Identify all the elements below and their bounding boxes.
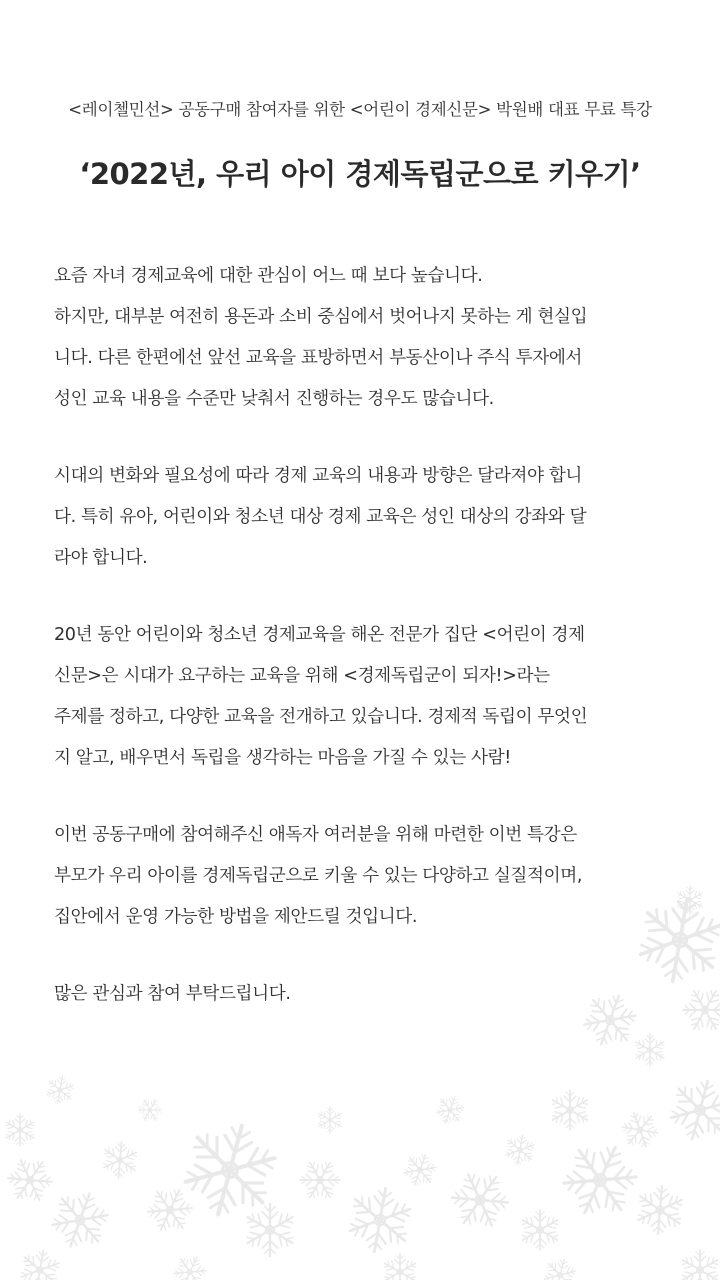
snowflake-icon bbox=[0, 1149, 61, 1211]
snowflake-icon bbox=[663, 1073, 720, 1147]
snowflake-icon bbox=[317, 1107, 343, 1133]
paragraph-2 bbox=[54, 456, 670, 579]
snowflake-icon bbox=[4, 1114, 37, 1146]
paragraph-3 bbox=[54, 615, 670, 779]
snowflake-icon bbox=[44, 1184, 117, 1256]
text-line: 니다. 다른 한편에선 앞선 교육을 표방하면서 부동산이나 주식 투자에서 bbox=[54, 348, 583, 368]
text-line: 신문>은 시대가 요구하는 교육을 위해 <경제독립군이 되자!>라는 bbox=[54, 666, 550, 686]
snowflake-icon bbox=[520, 1210, 561, 1250]
paragraph-1 bbox=[54, 256, 670, 420]
snowflake-icon bbox=[680, 1250, 720, 1280]
snowflake-icon bbox=[676, 886, 704, 914]
text-line: 20년 동안 어린이와 청소년 경제교육을 해온 전문가 집단 <어린이 경제 bbox=[54, 625, 585, 645]
snowflake-icon bbox=[100, 1140, 140, 1179]
snowflake-icon bbox=[382, 1254, 419, 1280]
snowflake-icon bbox=[140, 1181, 199, 1240]
snowflake-icon bbox=[17, 1247, 64, 1280]
text-line: 집안에서 운영 가능한 방법을 제안드릴 것입니다. bbox=[54, 907, 418, 927]
snowflake-icon bbox=[44, 1074, 77, 1107]
article-body bbox=[54, 256, 670, 1051]
snowflake-icon bbox=[540, 1255, 580, 1280]
snowflake-icon bbox=[675, 980, 720, 1040]
page-title: ‘2022년, 우리 아이 경제독립군으로 키우기’ bbox=[79, 157, 641, 191]
snowflake-icon bbox=[634, 1184, 687, 1236]
paragraph-4 bbox=[54, 815, 670, 938]
snowflake-icon bbox=[552, 1132, 649, 1228]
snowflake-icon bbox=[133, 1094, 166, 1127]
text-line: 이번 공동구매에 참여해주신 애독자 여러분을 위해 마련한 이번 특강은 bbox=[54, 825, 577, 845]
snowflake-icon bbox=[550, 1090, 591, 1130]
snowflake-icon bbox=[441, 1161, 520, 1240]
snowflake-icon bbox=[292, 1153, 347, 1208]
text-line: 시대의 변화와 필요성에 따라 경제 교육의 내용과 방향은 달라져야 합니 bbox=[54, 466, 583, 486]
text-line: 부모가 우리 아이를 경제독립군으로 키울 수 있는 다양하고 실질적이며, bbox=[54, 866, 583, 886]
snowflake-icon bbox=[244, 1204, 297, 1256]
text-line: 다. 특히 유아, 어린이와 청소년 대상 경제 교육은 성인 대상의 강좌와 달 bbox=[54, 507, 587, 527]
text-line: 요즘 자녀 경제교육에 대한 관심이 어느 때 보다 높습니다. bbox=[54, 266, 483, 286]
snowflake-icon bbox=[342, 1183, 417, 1257]
snowflake-icon bbox=[173, 1113, 287, 1226]
snowflake-icon bbox=[169, 1251, 212, 1280]
text-line: 주제를 정하고, 다양한 교육을 전개하고 있습니다. 경제적 독립이 무엇인 bbox=[54, 707, 588, 727]
text-line: 성인 교육 내용을 수준만 낮춰서 진행하는 경우도 많습니다. bbox=[54, 389, 494, 409]
text-line: 지 알고, 배우면서 독립을 생각하는 마음을 가질 수 있는 사람! bbox=[54, 748, 511, 768]
text-line: 많은 관심과 참여 부탁드립니다. bbox=[54, 984, 291, 1004]
text-line: 라야 합니다. bbox=[54, 548, 148, 568]
snowflake-icon bbox=[614, 1104, 665, 1155]
text-line: 하지만, 대부분 여전히 용돈과 소비 중심에서 벗어나지 못하는 게 현실입 bbox=[54, 307, 588, 327]
snowflake-icon bbox=[432, 1092, 468, 1128]
event-subtitle: <레이첼민선> 공동구매 참여자를 위한 <어린이 경제신문> 박원배 대표 무료 특강 bbox=[68, 100, 652, 119]
snowflake-icon bbox=[502, 1133, 537, 1168]
paragraph-5 bbox=[54, 974, 670, 1015]
snowflake-icon bbox=[399, 1149, 440, 1190]
